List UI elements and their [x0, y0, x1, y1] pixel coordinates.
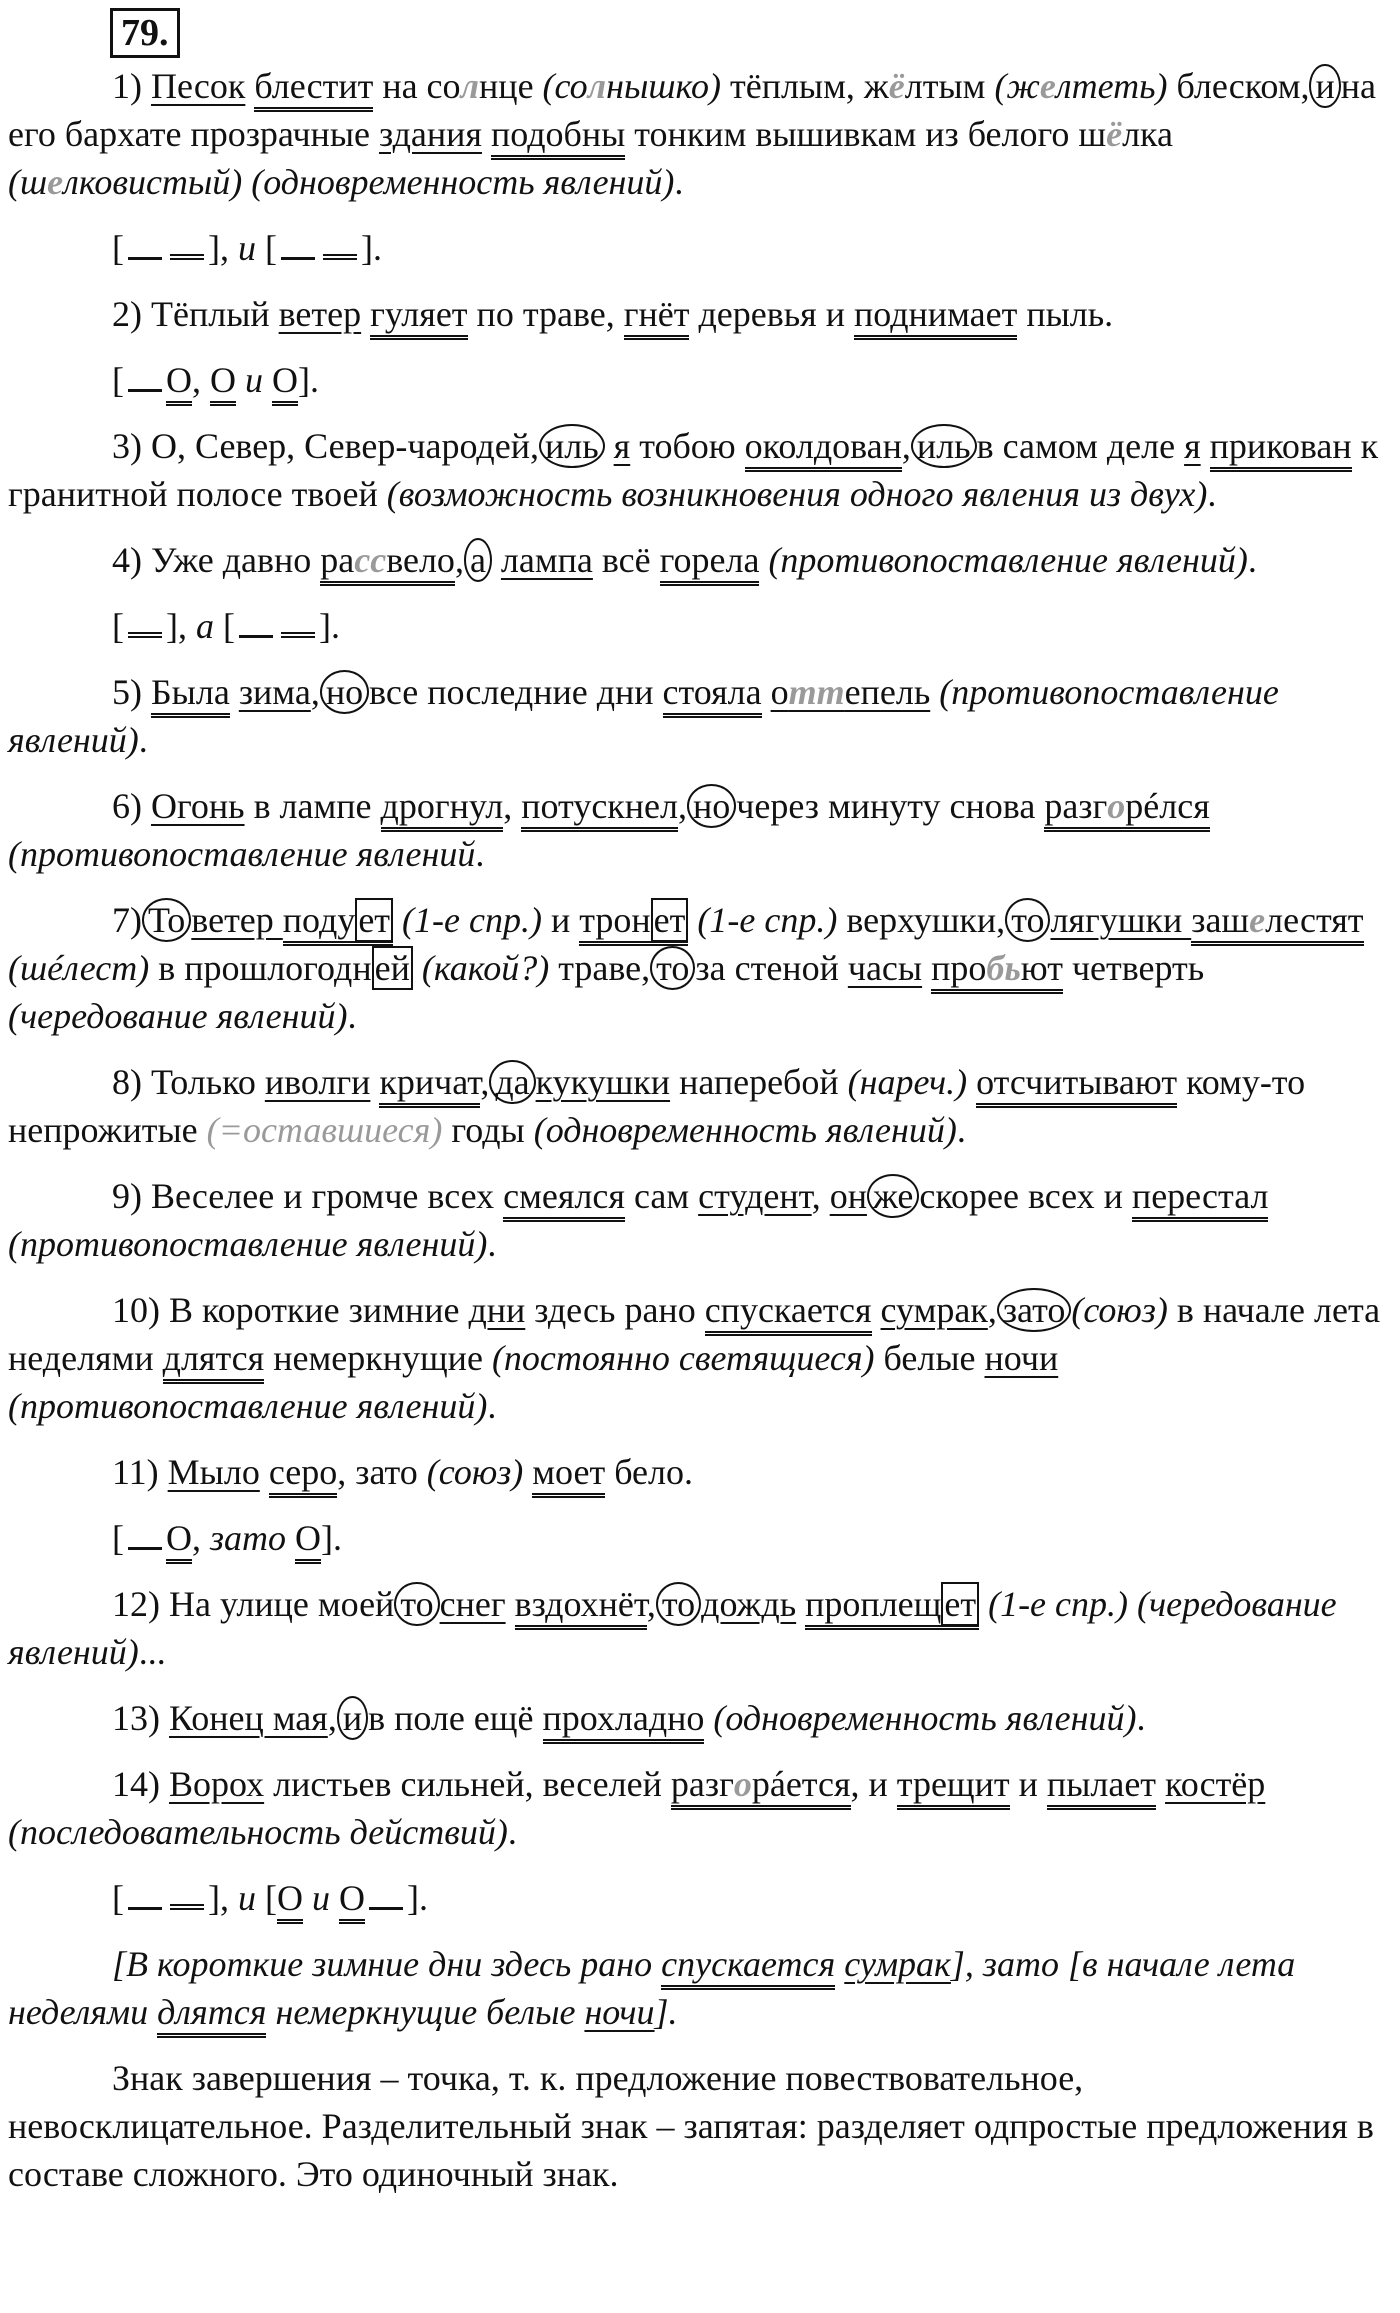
exercise-content: [8, 62, 1390, 2216]
sentence-11: 11) Мыло серо, зато (союз) моет бело.: [8, 1448, 1390, 1496]
conjunction-circle: и: [1309, 64, 1340, 108]
sentence-4: 4) Уже давно рассвело, а лампа всё горела (противопоставление явлений).: [8, 536, 1390, 584]
analysis-sentence: [В короткие зимние дни здесь рано спускается сумрак], зато [в начале лета неделями длятся немеркнущие белые ночи].: [8, 1940, 1390, 2036]
sentence-3: 3) О, Север, Север-чародей, иль я тобою околдован, иль в самом деле я прикован к гранитной полосе твоей (возможность возникновения одного явления из двух).: [8, 426, 1379, 514]
sentence-12: 12) На улице моей то снег вздохнёт, то дождь проплещет (1-е спр.) (чередование явлений)...: [8, 1584, 1337, 1672]
scheme-11: [ О, зато О].: [8, 1514, 1390, 1562]
scheme-1: [ ], и [ ].: [112, 228, 382, 268]
scheme-14: [ ], и [О и О ].: [8, 1874, 1390, 1922]
sentence-5: 5) Была зима, но все последние дни стояла оттепель (противопоставление явлений).: [8, 672, 1279, 760]
scheme-2: [ О, О и О].: [8, 356, 1390, 404]
sentence-13: 13) Конец мая, и в поле ещё прохладно (одновременность явлений).: [8, 1694, 1390, 1742]
sentence-10: 10) В короткие зимние дни здесь рано спускается сумрак, зато (союз) в начале лета неделями длятся немеркнущие (постоянно светящиеся) белые ночи (противопоставление явлений).: [8, 1290, 1381, 1426]
sentence-9: 9) Веселее и громче всех смеялся сам студент, он же скорее всех и перестал (противопоставление явлений).: [8, 1176, 1269, 1264]
conclusion-text: Знак завершения – точка, т. к. предложение повествовательное, невосклицательное. Разделительный знак – запятая: разделяет одпростые предложения в составе сложного. Это одиночный знак.: [8, 2058, 1374, 2194]
sentence-2: 2) Тёплый ветер гуляет по траве, гнёт деревья и поднимает пыль.: [8, 290, 1390, 338]
sentence-6: 6) Огонь в лампе дрогнул, потускнел, но через минуту снова разгорéлся (противопоставление явлений.: [8, 786, 1210, 874]
scheme-4: [ ], а [ ].: [112, 606, 340, 646]
sentence-1: 1) Песок блестит на солнце (солнышко) тёплым, жёлтым (желтеть) блеском, и на его бархате прозрачные здания подобны тонким вышивкам из белого шёлка (шелковистый) (одновременность явлений).: [8, 66, 1376, 202]
sentence-8: 8) Только иволги кричат, да кукушки наперебой (нареч.) отсчитывают кому-то непрожитые (=оставшиеся) годы (одновременность явлений).: [8, 1062, 1306, 1150]
sentence-7: 7) То ветер подует (1-е спр.) и тронет (1-е спр.) верхушки, то лягушки зашелестят (шéлест) в прошлогодней (какой?) траве, то за стеной часы пробьют четверть (чередование явлений).: [8, 900, 1364, 1036]
sentence-14: 14) Ворох листьев сильней, веселей разгорáется, и трещит и пылает костёр (последовательность действий).: [8, 1764, 1266, 1852]
exercise-number: 79.: [110, 8, 180, 58]
